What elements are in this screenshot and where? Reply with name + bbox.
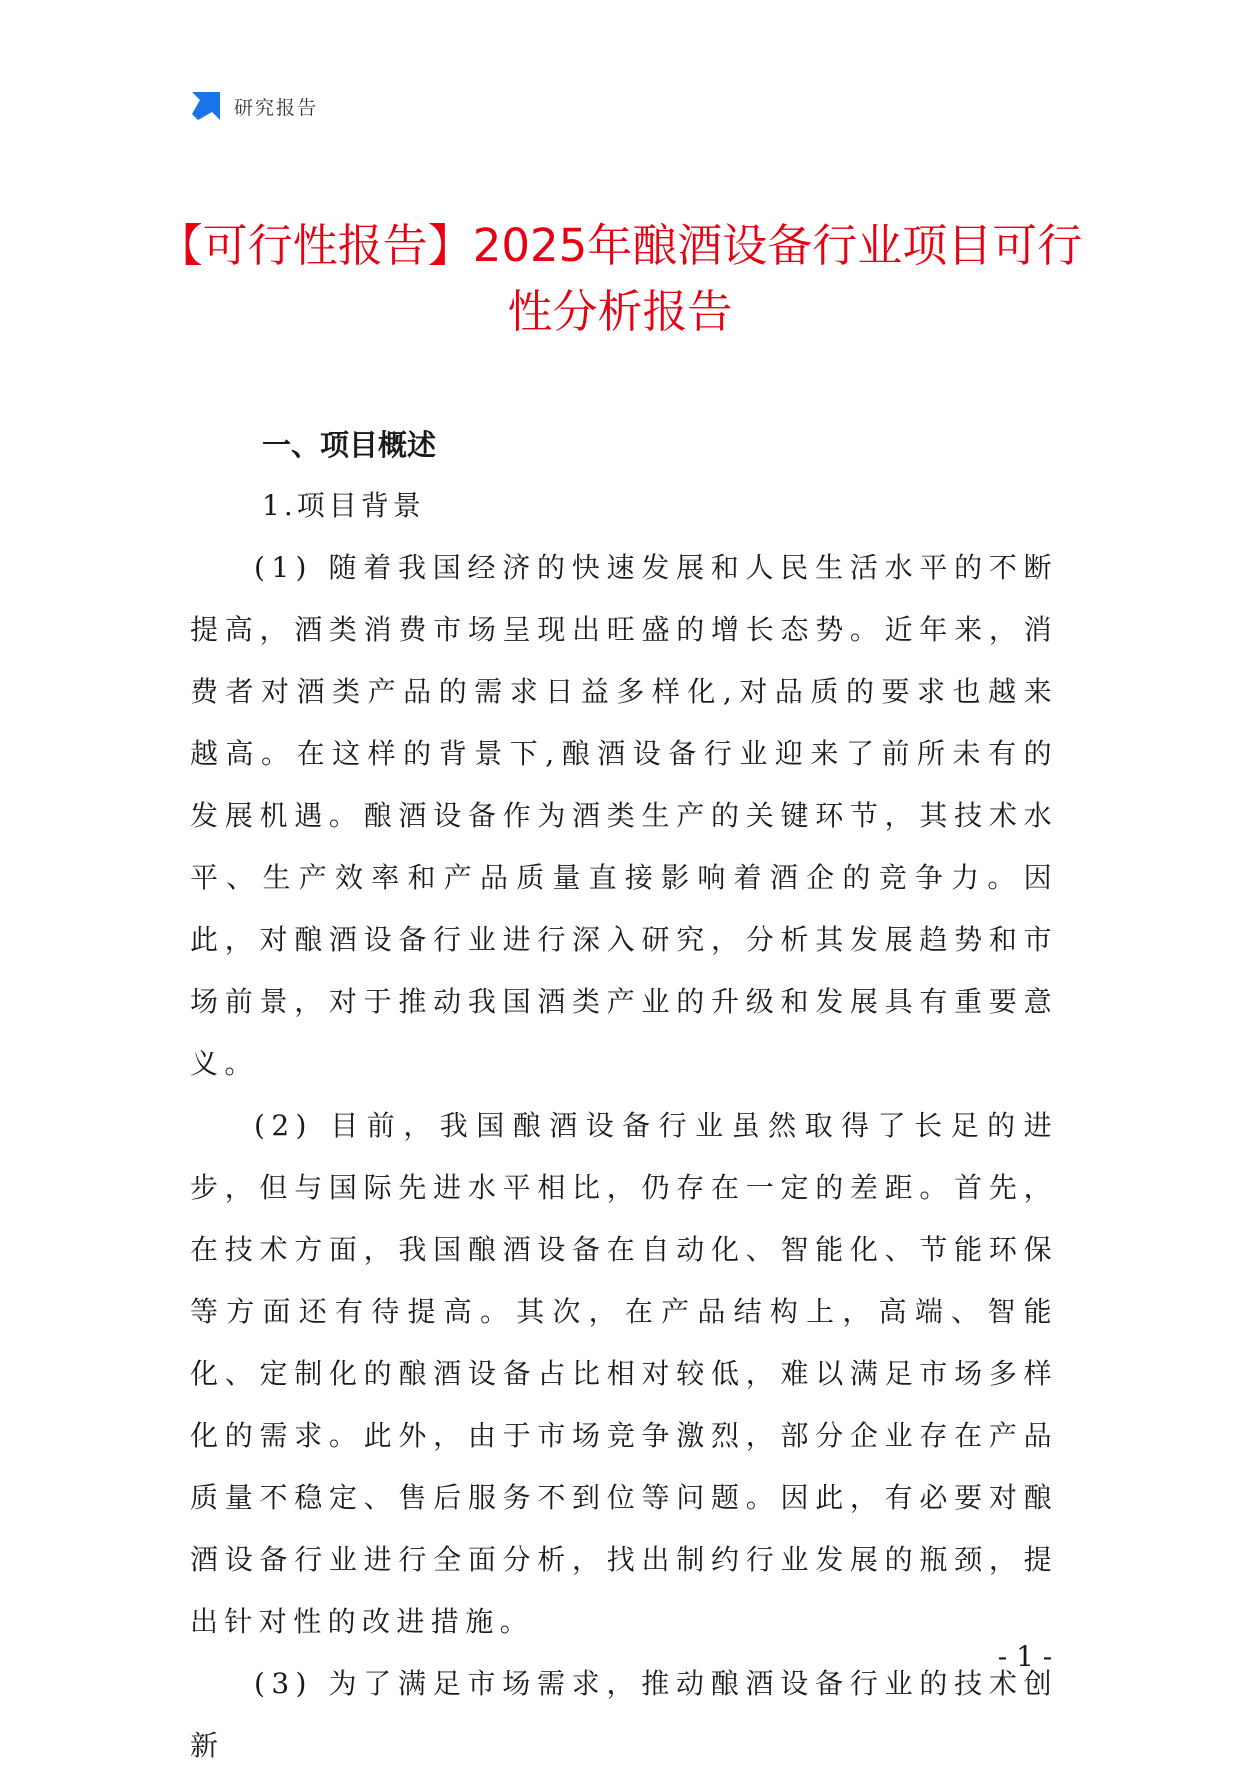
report-header [190,88,318,124]
arrow-up-right-icon [190,90,222,122]
section-heading: 一、项目概述 [262,428,437,462]
document-body [190,415,1058,1777]
paragraph-2: (2) 目前，我国酿酒设备行业虽然取得了长足的进步，但与国际先进水平相比，仍存在一定的差距。首先，在技术方面，我国酿酒设备在自动化、智能化、节能环保等方面还有待提高。其次，在产品结构上，高端、智能化、定制化的酿酒设备占比相对较低，难以满足市场多样化的需求。此外，由于市场竞争激烈，部分企业存在产品质量不稳定、售后服务不到位等问题。因此，有必要对酿酒设备行业进行全面分析，找出制约行业发展的瓶颈，提出针对性的改进措施。 [190,1109,1058,1638]
sub-heading: 1.项目背景 [262,489,425,522]
document-title: 【可行性报告】2025年酿酒设备行业项目可行性分析报告 [157,219,1083,338]
paragraph-1: (1) 随着我国经济的快速发展和人民生活水平的不断提高，酒类消费市场呈现出旺盛的增长态势。近年来，消费者对酒类产品的需求日益多样化,对品质的要求也越来越高。在这样的背景下,酿酒设备行业迎来了前所未有的发展机遇。酿酒设备作为酒类生产的关键环节，其技术水平、生产效率和产品质量直接影响着酒企的竞争力。因此，对酿酒设备行业进行深入研究，分析其发展趋势和市场前景，对于推动我国酒类产业的升级和发展具有重要意义。 [190,551,1058,1080]
paragraph-3: (3) 为了满足市场需求，推动酿酒设备行业的技术创新 [190,1667,1058,1762]
page-number: - 1 - [997,1640,1053,1673]
header-label: 研究报告 [234,96,319,119]
